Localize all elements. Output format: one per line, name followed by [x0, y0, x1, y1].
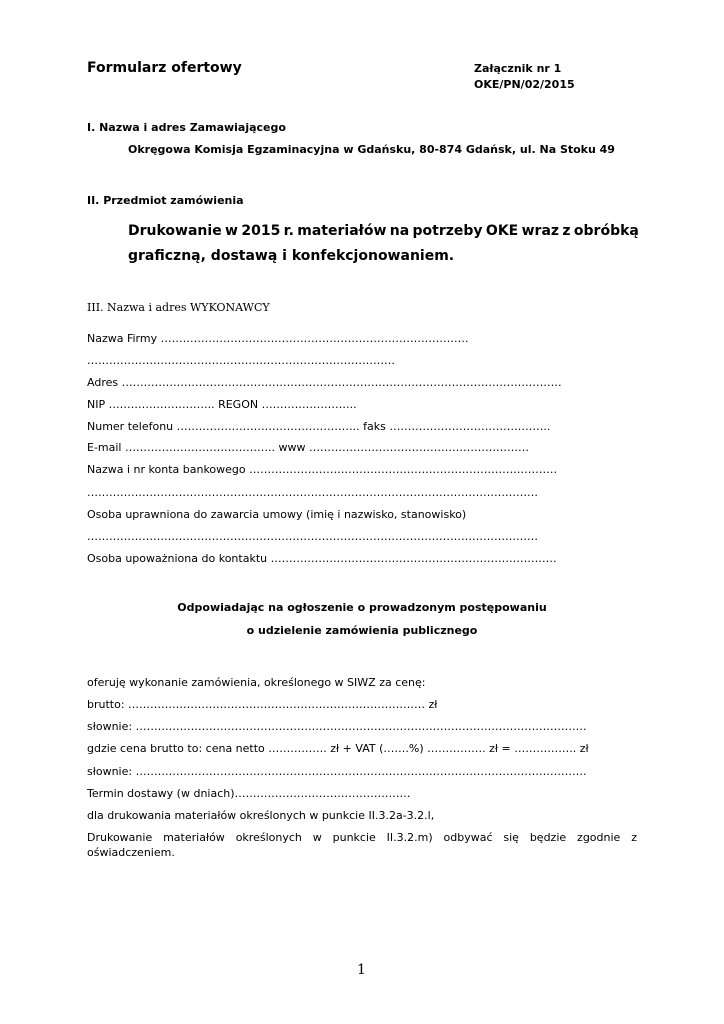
nip-regon-field[interactable]: NIP ……………………….. REGON …………………….. — [87, 398, 357, 411]
printing-clause-b — [87, 831, 637, 844]
section-1-heading: I. Nazwa i adres Zamawiającego — [87, 121, 286, 134]
form-title: Formularz ofertowy — [87, 60, 242, 76]
section-2-heading: II. Przedmiot zamówienia — [87, 194, 244, 207]
page-number: 1 — [357, 962, 366, 978]
contracting-authority: Okręgowa Komisja Egzaminacyjna w Gdańsku, 80-874 Gdańsk, ul. Na Stoku 49 — [128, 143, 615, 156]
price-breakdown-field[interactable]: gdzie cena brutto to: cena netto ……………. zł + VAT (…….%) ……………. zł = …………….. zł — [87, 742, 589, 755]
subject-word: obróbką — [573, 223, 639, 239]
attachment-label: Załącznik nr 1 — [474, 62, 562, 75]
subject-word: 2015 — [241, 223, 281, 239]
brutto-field[interactable]: brutto: ……………………………………………………………………… zł — [87, 698, 438, 711]
subject-word: Drukowanie — [128, 223, 222, 239]
clause-word: Drukowanie — [87, 831, 153, 844]
authorized-person-field[interactable]: …………………………………………………………………………………………………………… — [87, 530, 538, 543]
subject-word: r. — [283, 223, 294, 239]
subject-word: materiałów — [297, 223, 387, 239]
phone-fax-field[interactable]: Numer telefonu ………………………………………….. faks …………………………………….. — [87, 420, 551, 433]
firm-name-field[interactable]: Nazwa Firmy ………………………………………………………………………… — [87, 332, 469, 345]
subject-line-1 — [128, 223, 639, 239]
subject-line-2: graficzną, dostawą i konfekcjonowaniem. — [128, 248, 455, 264]
subject-word: potrzeby — [412, 223, 483, 239]
slownie-field-1[interactable]: słownie: …………………………………………………………………………………………………………… — [87, 720, 587, 733]
clause-word: materiałów — [163, 831, 225, 844]
clause-word: się — [503, 831, 519, 844]
subject-word: w — [225, 223, 238, 239]
subject-word: na — [389, 223, 410, 239]
subject-word: OKE — [485, 223, 519, 239]
clause-word: II.3.2.m) — [386, 831, 433, 844]
subject-word: z — [562, 223, 571, 239]
email-www-field[interactable]: E-mail ………………………………….. www …………………………………………………… — [87, 441, 529, 454]
clause-word: będzie — [529, 831, 567, 844]
clause-word: punkcie — [332, 831, 376, 844]
bank-account-continuation[interactable]: …………………………………………………………………………………………………………… — [87, 486, 538, 499]
firm-name-continuation[interactable]: ………………………………………………………………………… — [87, 354, 395, 367]
announcement-line-2: o udzielenie zamówienia publicznego — [246, 624, 478, 637]
authorized-person-label: Osoba uprawniona do zawarcia umowy (imię i nazwisko, stanowisko) — [87, 508, 467, 521]
bank-account-field[interactable]: Nazwa i nr konta bankowego ………………………………………………………………………… — [87, 463, 558, 476]
contact-person-field[interactable]: Osoba upoważniona do kontaktu …………………………………………………………………… — [87, 552, 557, 565]
subject-word: wraz — [521, 223, 560, 239]
reference-number: OKE/PN/02/2015 — [474, 78, 575, 91]
clause-word: określonych — [235, 831, 302, 844]
announcement-line-1: Odpowiadając na ogłoszenie o prowadzonym postępowaniu — [177, 601, 547, 614]
clause-word: odbywać — [443, 831, 493, 844]
clause-word: zgodnie — [577, 831, 621, 844]
printing-clause-b-line-2: oświadczeniem. — [87, 846, 175, 859]
offer-intro: oferuję wykonanie zamówienia, określonego w SIWZ za cenę: — [87, 676, 426, 689]
printing-clause-a: dla drukowania materiałów określonych w punkcie II.3.2a-3.2.l, — [87, 809, 435, 822]
slownie-field-2[interactable]: słownie: …………………………………………………………………………………………………………… — [87, 765, 587, 778]
clause-word: w — [312, 831, 322, 844]
section-3-heading: III. Nazwa i adres WYKONAWCY — [87, 301, 270, 314]
delivery-term-field[interactable]: Termin dostawy (w dniach)………………………………………… — [87, 787, 411, 800]
clause-word: z — [631, 831, 637, 844]
address-field[interactable]: Adres ………………………………………………………………………………………………………… — [87, 376, 562, 389]
